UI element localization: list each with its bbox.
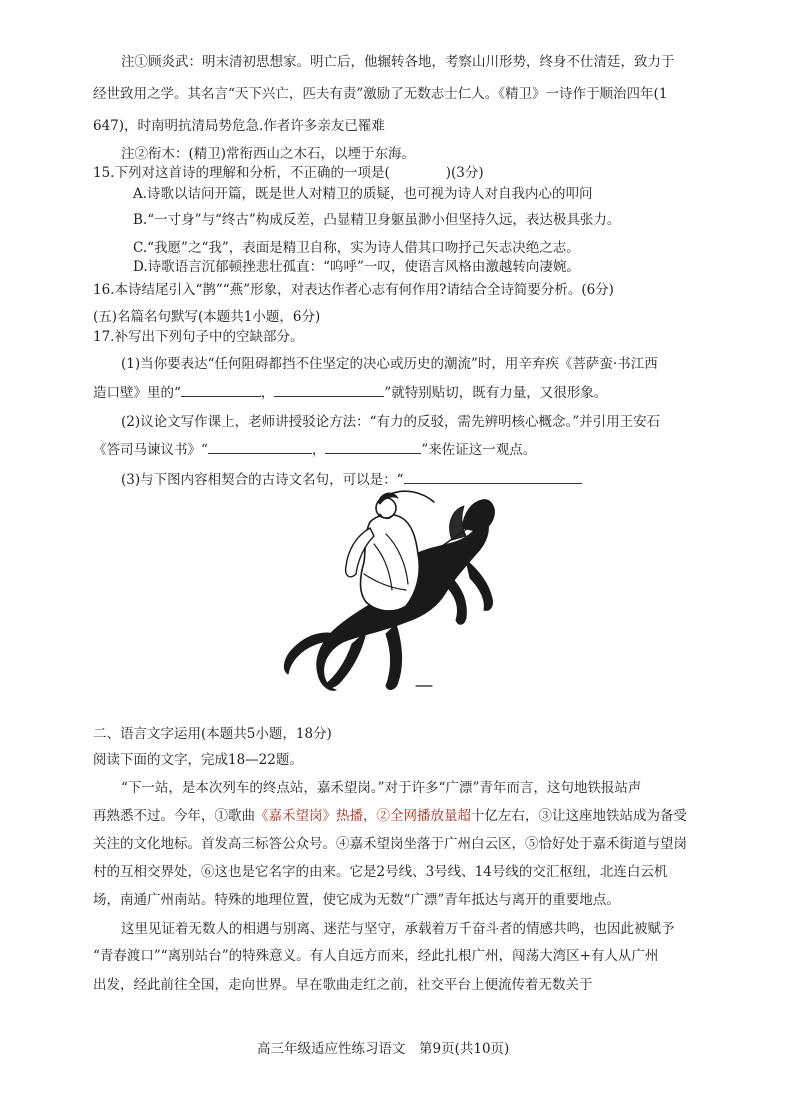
q17-item3-text: (3)与下图内容相契合的古诗文名句，可以是：“ (121, 472, 404, 488)
q17-item2-blank-2[interactable] (325, 439, 421, 454)
passage-p1-line2 (93, 806, 687, 826)
horse-rider-illustration (266, 484, 498, 696)
passage-p2-line2: “青春渡口”“离别站台”的特殊意义。有人自远方而来，经此扎根广州，闯荡大湾区+有人从广州 (93, 948, 659, 964)
q15-answer-blank[interactable] (390, 163, 446, 177)
q17-item2-blank-1[interactable] (208, 439, 312, 454)
q17-item1-line2 (93, 382, 607, 403)
q17-item1-text-c: ”就特别贴切，既有力量，又很形象。 (384, 385, 608, 401)
passage-p2-line1: 这里见证着无数人的相遇与别离、迷茫与坚守，承载着万千奋斗者的情感共鸣，也因此被赋予 (121, 921, 675, 937)
q15-stem-before: 15.下列对这首诗的理解和分析，不正确的一项是( (93, 165, 390, 181)
passage-p1-line1: “下一站，是本次列车的终点站，嘉禾望岗。”对于许多“广漂”青年而言，这句地铁报站声 (121, 780, 642, 796)
passage-p1-line4: 村的互相交界处，⑥这也是它名字的由来。它是2号线、3号线、14号线的交汇枢纽，北连白云机 (93, 864, 668, 880)
q17-item2-line2 (93, 439, 536, 460)
note1-line2: 经世致用之学。其名言“天下兴亡，匹夫有责”激励了无数志士仁人。《精卫》一诗作于顺治四年(1 (93, 86, 668, 102)
passage-p1-line2-e: 十亿左右，③让这座地铁站成为备受 (471, 808, 687, 824)
page-footer: 高三年级适应性练习语文 第9页(共10页) (257, 1041, 510, 1057)
q17-item2-line1: (2)议论文写作课上，老师讲授驳论方法：“有力的反驳，需先辨明核心概念。”并引用王安石 (121, 414, 661, 430)
q15-option-c: C.“我愿”之“我”，表面是精卫自称，实为诗人借其口吻抒己矢志决绝之志。 (133, 240, 580, 256)
q15-stem (93, 163, 484, 183)
section5-title: (五)名篇名句默写(本题共1小题，6分) (93, 309, 321, 325)
q15-option-d: D.诗歌语言沉郁顿挫悲壮孤直：“呜呼”一叹，使语言风格由激越转向凄婉。 (133, 259, 580, 275)
q17-item2-text-a: 《答司马谏议书》“ (93, 442, 208, 458)
q17: 17.补写出下列句子中的空缺部分。 (93, 329, 304, 345)
q17-item1-text-a: 造口壁》里的“ (93, 385, 181, 401)
q15-option-a: A.诗歌以诘问开篇，既是世人对精卫的质疑，也可视为诗人对自我内心的叩问 (133, 186, 593, 202)
note2: 注②衔木：(精卫)常衔西山之木石，以堙于东海。 (121, 146, 416, 162)
passage-p1-line2-a: 再熟悉不过。今年，①歌曲 (93, 808, 255, 824)
q17-item2-text-c: ”来佐证这一观点。 (421, 442, 537, 458)
q17-item1-text-b: ， (260, 385, 275, 401)
section2-title: 二、语言文字运用(本题共5小题，18分) (93, 726, 332, 742)
q17-item1-blank-2[interactable] (274, 382, 384, 397)
passage-p2-line3: 出发，经此前往全国，走向世界。早在歌曲走红之前，社交平台上便流传着无数关于 (93, 977, 593, 993)
passage-highlight-play-count: 播放量超 (417, 808, 471, 824)
q15-option-b: B.“一寸身”与“终古”构成反差，凸显精卫身躯虽渺小但坚持久远，表达极具张力。 (133, 212, 621, 228)
passage-highlight-quan-wang: ，②全网 (363, 808, 417, 824)
passage-highlight-song: 《嘉禾望岗》热播 (255, 808, 363, 824)
q16: 16.本诗结尾引入“鹊”“燕”形象，对表达作者心志有何作用?请结合全诗简要分析。(6分) (93, 282, 614, 298)
q17-item1-line1: (1)当你要表达“任何阻碍都挡不住坚定的决心或历史的潮流”时，用辛弃疾《菩萨蛮·书江西 (121, 356, 658, 372)
q17-item2-text-b: ， (311, 442, 326, 458)
passage-p1-line5: 场，南通广州南站。特殊的地理位置，使它成为无数“广漂”青年抵达与离开的重要地点。 (93, 892, 620, 908)
q15-stem-after: )(3分) (445, 165, 484, 181)
q17-item1-blank-1[interactable] (181, 382, 261, 397)
section2-instruction: 阅读下面的文字，完成18—22题。 (93, 752, 303, 768)
passage-p1-line3: 关注的文化地标。首发高三标答公众号。④嘉禾望岗坐落于广州白云区，⑤恰好处于嘉禾街道与望岗 (93, 836, 687, 852)
note1-line1: 注①顾炎武：明末清初思想家。明亡后，他辗转各地，考察山川形势，终身不仕清廷，致力于 (121, 54, 675, 70)
q17-item3-blank[interactable] (404, 469, 582, 484)
note1-line3: 647)，时南明抗清局势危急.作者许多亲友已罹难 (93, 118, 385, 134)
